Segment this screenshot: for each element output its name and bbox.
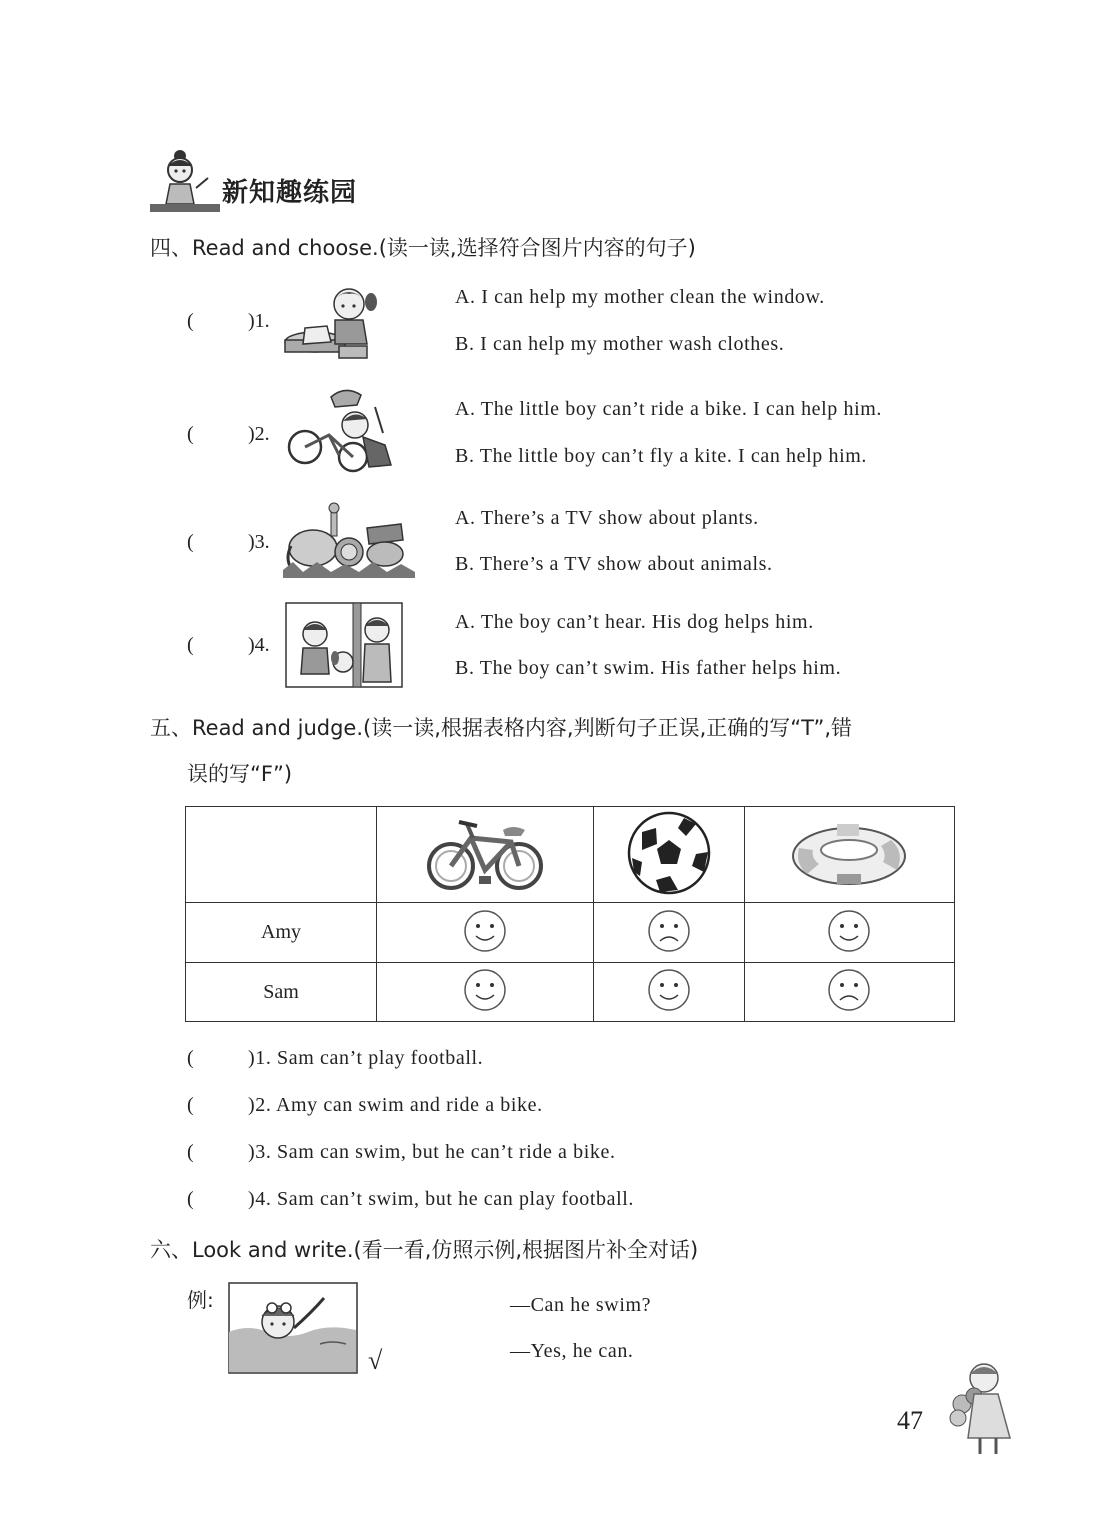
animals-group-icon bbox=[283, 502, 415, 578]
swim-ring-icon bbox=[744, 807, 954, 903]
q1-option-a: A. I can help my mother clean the window. bbox=[455, 286, 825, 308]
q4-option-b: B. The boy can’t swim. His father helps him. bbox=[455, 657, 842, 679]
q1-number: )1. bbox=[248, 310, 270, 332]
dialog-answer: —Yes, he can. bbox=[510, 1340, 634, 1362]
girl-washing-clothes-icon bbox=[283, 280, 383, 362]
frown-face-icon bbox=[593, 903, 744, 963]
table-row bbox=[186, 903, 955, 963]
football-icon bbox=[593, 807, 744, 903]
smile-face-icon bbox=[377, 963, 594, 1022]
table-row bbox=[186, 963, 955, 1022]
q4-option-a: A. The boy can’t hear. His dog helps him. bbox=[455, 611, 814, 633]
dialog-question: —Can he swim? bbox=[510, 1294, 652, 1316]
section5-title-line2: 误的写“F”) bbox=[187, 762, 293, 786]
example-label: 例: bbox=[187, 1288, 214, 1312]
page-number: 47 bbox=[897, 1406, 923, 1435]
section5-title-line1: 五、Read and judge.(读一读,根据表格内容,判断句子正误,正确的写“T”,错 bbox=[150, 716, 853, 740]
smile-face-icon bbox=[593, 963, 744, 1022]
boy-fallen-off-bike-icon bbox=[283, 385, 398, 475]
s4-open-paren: ( bbox=[187, 1188, 194, 1210]
boy-swimming-icon bbox=[228, 1282, 358, 1374]
statement-4: )4. Sam can’t swim, but he can play football. bbox=[248, 1188, 634, 1210]
statement-3: )3. Sam can swim, but he can’t ride a bike. bbox=[248, 1141, 616, 1163]
bike-icon bbox=[377, 807, 594, 903]
q3-option-b: B. There’s a TV show about animals. bbox=[455, 553, 773, 575]
q4-open-paren: ( bbox=[187, 634, 194, 656]
check-mark: √ bbox=[368, 1346, 383, 1375]
statement-1: )1. Sam can’t play football. bbox=[248, 1047, 484, 1069]
q2-open-paren: ( bbox=[187, 423, 194, 445]
judge-table bbox=[185, 806, 955, 1022]
q3-number: )3. bbox=[248, 531, 270, 553]
row-name-amy: Amy bbox=[186, 903, 377, 963]
statement-2: )2. Amy can swim and ride a bike. bbox=[248, 1094, 543, 1116]
smile-face-icon bbox=[744, 903, 954, 963]
smile-face-icon bbox=[377, 903, 594, 963]
q1-open-paren: ( bbox=[187, 310, 194, 332]
banner-girl-icon bbox=[150, 148, 220, 214]
table-header-row bbox=[186, 807, 955, 903]
s2-open-paren: ( bbox=[187, 1094, 194, 1116]
row-name-sam: Sam bbox=[186, 963, 377, 1022]
q3-option-a: A. There’s a TV show about plants. bbox=[455, 507, 759, 529]
section4-title: 四、Read and choose.(读一读,选择符合图片内容的句子) bbox=[150, 236, 696, 260]
q2-option-a: A. The little boy can’t ride a bike. I can help him. bbox=[455, 398, 883, 420]
q1-option-b: B. I can help my mother wash clothes. bbox=[455, 333, 785, 355]
section6-title: 六、Look and write.(看一看,仿照示例,根据图片补全对话) bbox=[150, 1238, 699, 1262]
frown-face-icon bbox=[744, 963, 954, 1022]
banner-title: 新知趣练园 bbox=[222, 178, 358, 208]
q4-number: )4. bbox=[248, 634, 270, 656]
q2-number: )2. bbox=[248, 423, 270, 445]
s3-open-paren: ( bbox=[187, 1141, 194, 1163]
q2-option-b: B. The little boy can’t fly a kite. I can help him. bbox=[455, 445, 867, 467]
s1-open-paren: ( bbox=[187, 1047, 194, 1069]
table-corner-cell bbox=[186, 807, 377, 903]
girl-with-flowers-icon bbox=[940, 1360, 1020, 1460]
boy-dog-door-icon bbox=[285, 602, 403, 688]
q3-open-paren: ( bbox=[187, 531, 194, 553]
